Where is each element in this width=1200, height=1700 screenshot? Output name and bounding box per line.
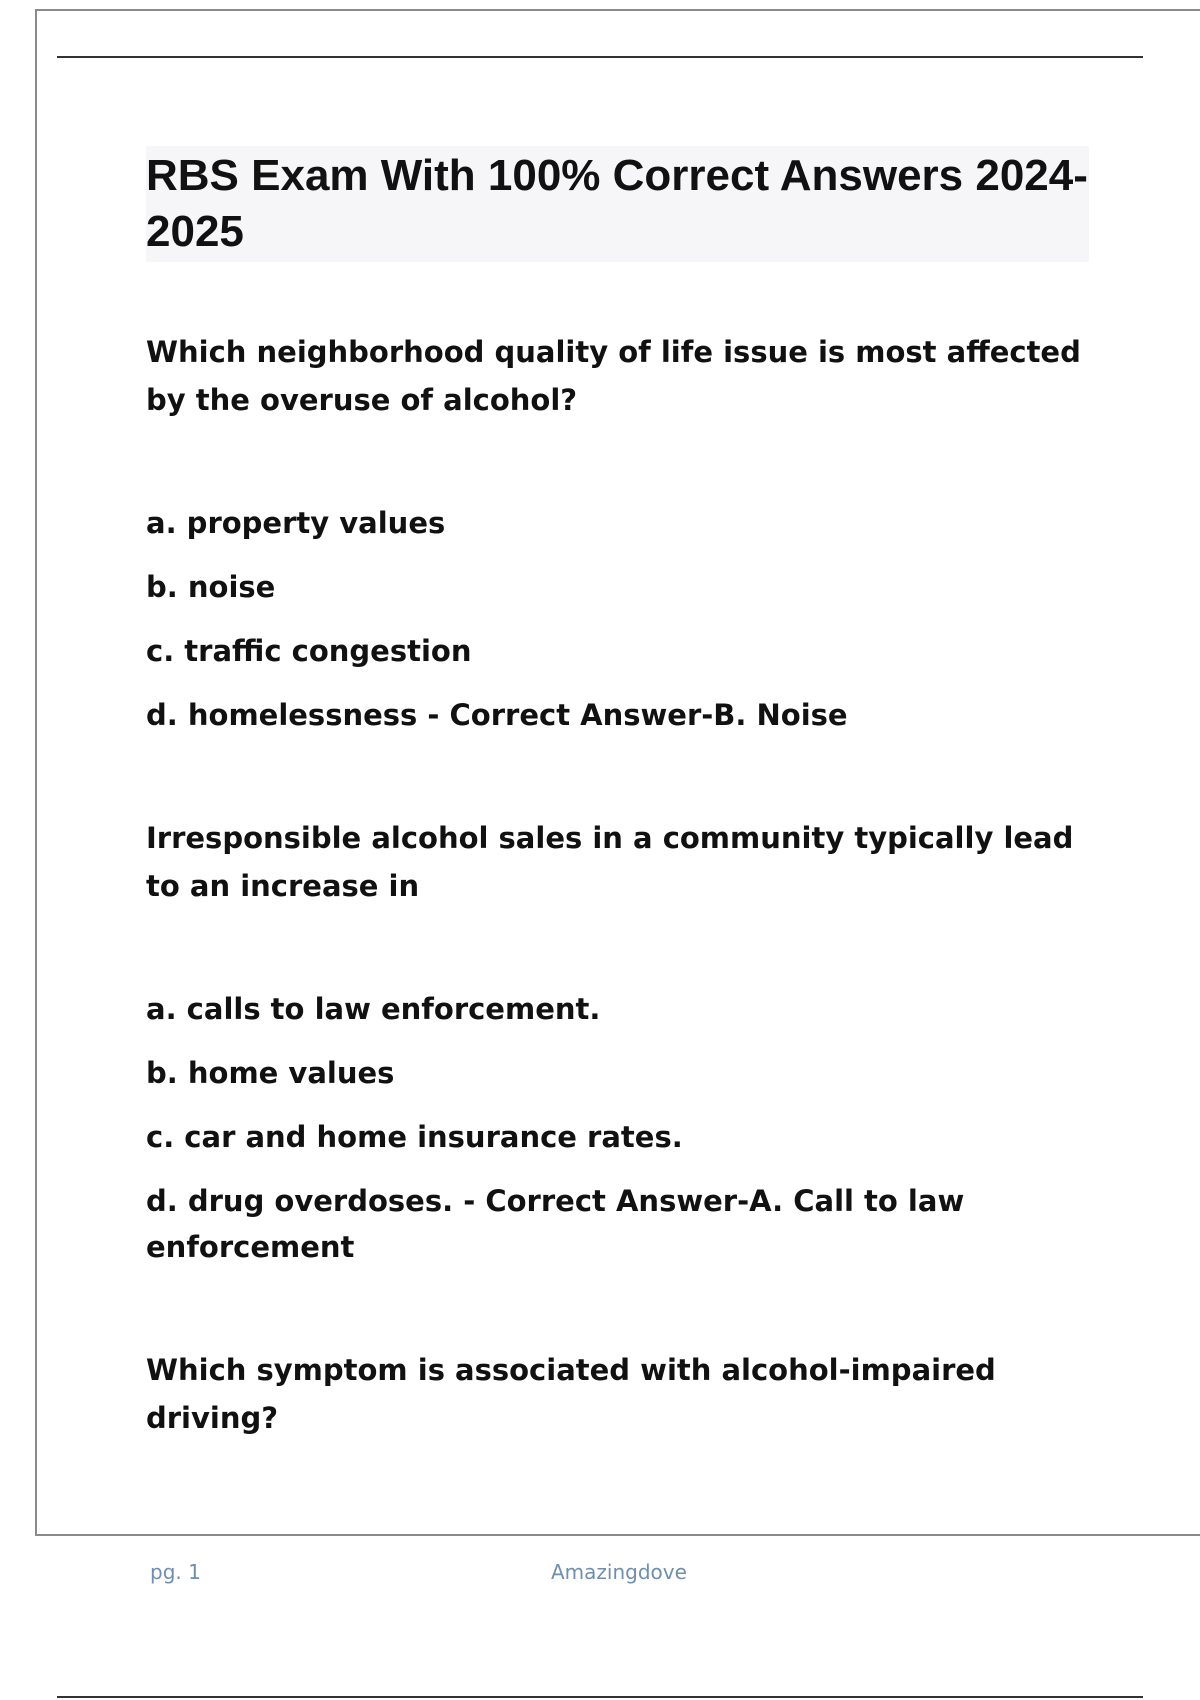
option-2d-with-answer: d. drug overdoses. - Correct Answer-A. Call to law enforcement <box>146 1184 965 1264</box>
option-2b: b. home values <box>146 1056 395 1090</box>
option-1b: b. noise <box>146 570 276 604</box>
option-2c: c. car and home insurance rates. <box>146 1120 683 1154</box>
question-3: Which symptom is associated with alcohol-impaired driving? <box>146 1353 996 1435</box>
question-1-options <box>146 500 1089 738</box>
option-1d-with-answer: d. homelessness - Correct Answer-B. Noise <box>146 698 848 732</box>
header-rule <box>57 56 1143 58</box>
document-title: RBS Exam With 100% Correct Answers 2024-2025 <box>146 146 1089 262</box>
footer-author: Amazingdove <box>551 1560 687 1584</box>
footer-page-number: pg. 1 <box>150 1560 201 1584</box>
question-2: Irresponsible alcohol sales in a community typically lead to an increase in <box>146 821 1074 903</box>
option-1a: a. property values <box>146 506 446 540</box>
option-1c: c. traffic congestion <box>146 634 472 668</box>
footer-rule <box>57 1696 1143 1698</box>
option-2a: a. calls to law enforcement. <box>146 992 601 1026</box>
question-2-options <box>146 986 1089 1270</box>
question-1: Which neighborhood quality of life issue is most affected by the overuse of alcohol? <box>146 335 1081 417</box>
document-body <box>146 146 1089 1442</box>
